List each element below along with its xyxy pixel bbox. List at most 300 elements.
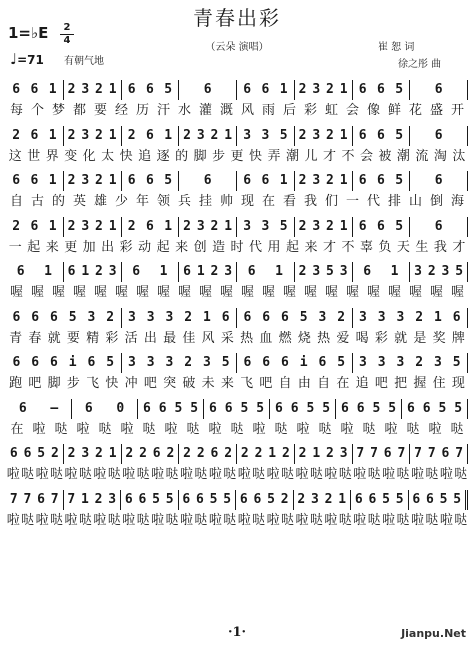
lyric-char: 自 — [278, 376, 292, 391]
lyric-char: 彩 — [119, 239, 133, 255]
measure — [6, 308, 122, 328]
note: 2 — [166, 446, 175, 461]
lyric-char: 喔 — [219, 285, 233, 300]
measure — [6, 126, 64, 146]
note: 7 — [356, 446, 365, 461]
note: 1 — [48, 173, 57, 188]
lyric-char: 哒 — [338, 512, 352, 528]
notes-line — [6, 217, 468, 237]
note: 5 — [395, 218, 404, 234]
lyric-char: 汗 — [156, 103, 170, 118]
lyric-char: 在 — [261, 194, 275, 209]
lyrics-line — [6, 283, 468, 303]
note: 6 — [363, 264, 372, 279]
lyric-char: 起 — [27, 239, 41, 255]
measure — [122, 262, 180, 282]
lyric-char: 烧 — [297, 330, 311, 346]
lyric-char: 啦 — [208, 421, 222, 437]
note: 1 — [81, 491, 89, 507]
note: 1 — [108, 127, 117, 143]
lyric-char: 啦 — [35, 512, 49, 528]
lyric-char: 采 — [220, 330, 234, 346]
lyric-char: 更 — [64, 239, 78, 255]
note: 6 — [358, 173, 367, 188]
lyric-char: 变 — [64, 148, 78, 164]
note: 3 — [318, 309, 327, 325]
lyric-char: 喔 — [345, 285, 359, 300]
measure — [64, 171, 122, 191]
lyric-char: 代 — [366, 194, 380, 209]
lyric-char: 哒 — [396, 467, 410, 482]
lyric-char: 啦 — [382, 467, 396, 482]
lyric-char: 喔 — [9, 285, 23, 300]
note: 1 — [339, 173, 348, 188]
note: 2 — [95, 218, 103, 234]
measure — [237, 353, 353, 373]
lyric-char: 喔 — [93, 285, 107, 300]
score-system — [6, 126, 468, 172]
note: 2 — [95, 82, 103, 97]
lyric-char: 哒 — [98, 421, 112, 437]
lyric-char: 吧 — [28, 376, 42, 391]
note: 6 — [243, 82, 252, 97]
note: 6 — [30, 82, 39, 97]
note: 3 — [81, 218, 90, 234]
note: 2 — [298, 218, 307, 234]
lyric-char: 生 — [415, 239, 429, 255]
lyric-char: 佳 — [182, 330, 196, 346]
note: 2 — [298, 127, 307, 143]
note: 5 — [37, 446, 46, 461]
lyric-char: 喔 — [30, 285, 44, 300]
note: 6 — [49, 355, 58, 370]
note: 3 — [202, 355, 211, 370]
lyric-char: 喝 — [355, 330, 369, 346]
note: 5 — [279, 127, 288, 143]
lyric-char: 风 — [240, 103, 254, 118]
lyric-char: 潮 — [396, 148, 410, 164]
lyric-char: 山 — [408, 194, 422, 209]
note: 1 — [164, 218, 173, 234]
note: 6 — [280, 355, 289, 370]
note: 6 — [354, 491, 363, 507]
note: 3 — [312, 82, 321, 97]
lyric-char: 世 — [27, 148, 41, 164]
lyric-char: 燃 — [278, 330, 292, 346]
lyric-char: 自 — [317, 376, 331, 391]
lyric-char: 喔 — [387, 285, 401, 300]
score-system — [6, 171, 468, 217]
lyrics-line — [6, 420, 468, 440]
lyric-char: 啦 — [295, 467, 309, 482]
note: 1 — [433, 309, 442, 325]
lyric-char: 奖 — [432, 330, 446, 346]
note: 6 — [434, 127, 443, 143]
note: 6 — [12, 309, 21, 325]
lyric-char: 啦 — [208, 512, 222, 528]
note: 6 — [262, 309, 271, 325]
note: 6 — [132, 264, 141, 279]
lyric-char: 造 — [212, 239, 226, 255]
lyric-char: 来 — [304, 239, 318, 255]
note: 5 — [337, 355, 346, 370]
notes-line — [6, 353, 468, 373]
note: 6 — [376, 218, 385, 234]
score-system — [6, 262, 468, 308]
note: 2 — [415, 355, 424, 370]
lyric-char: 盛 — [429, 103, 443, 118]
note: 3 — [81, 82, 90, 97]
lyric-char: 冲 — [124, 376, 138, 391]
note: 6 — [182, 491, 191, 507]
note: 3 — [165, 309, 174, 325]
lyric-char: 喔 — [240, 285, 254, 300]
note: 3 — [81, 173, 90, 188]
note: 6 — [30, 218, 39, 234]
measure — [237, 80, 295, 100]
note: 2 — [125, 446, 134, 461]
lyric-char: 领 — [156, 194, 170, 209]
lyric-char: 的 — [51, 194, 65, 209]
notes-line — [6, 262, 468, 282]
lyric-char: 啦 — [266, 512, 280, 528]
lyric-char: 来 — [220, 376, 234, 391]
lyric-char: 个 — [30, 103, 44, 118]
notes-line — [6, 308, 468, 328]
lyric-char: 潮 — [286, 148, 300, 164]
note: 6 — [30, 127, 39, 143]
lyric-char: 现 — [451, 376, 465, 391]
note: 7 — [9, 491, 18, 507]
note: 3 — [441, 264, 450, 279]
note: 2 — [67, 127, 76, 143]
lyric-char: 精 — [86, 330, 100, 346]
lyric-char: 步 — [212, 148, 226, 164]
measure — [294, 490, 352, 510]
note: 3 — [433, 355, 442, 370]
note: 2 — [326, 218, 334, 234]
lyric-char: 哒 — [309, 467, 323, 482]
note: 5 — [452, 355, 461, 370]
note: 5 — [388, 400, 397, 416]
note: 6 — [87, 355, 96, 370]
lyric-char: 像 — [366, 103, 380, 118]
note: 2 — [95, 446, 103, 461]
lyric-char: 喔 — [303, 285, 317, 300]
note: 3 — [87, 309, 96, 325]
lyric-char: 哒 — [425, 467, 439, 482]
lyric-char: 创 — [193, 239, 207, 255]
lyric-char: 哒 — [78, 512, 92, 528]
lyric-char: 啦 — [32, 421, 46, 437]
measure — [6, 262, 64, 282]
lyric-char: 喔 — [282, 285, 296, 300]
note: 6 — [16, 264, 25, 279]
measure — [179, 262, 237, 282]
lyric-char: 吧 — [143, 376, 157, 391]
measure — [64, 126, 122, 146]
note: 6 — [434, 82, 443, 97]
lyric-char: 虹 — [324, 103, 338, 118]
lyric-char: 起 — [156, 239, 170, 255]
measure — [353, 262, 411, 282]
measure — [410, 80, 468, 100]
note: 2 — [326, 82, 334, 97]
measure — [122, 126, 180, 146]
note: 1 — [108, 173, 117, 188]
expression-mark: 有朝气地 — [64, 56, 104, 67]
note: 6 — [434, 173, 443, 188]
note: 5 — [106, 355, 115, 370]
lyric-char: 才 — [452, 239, 466, 255]
lyric-char: 啦 — [6, 467, 20, 482]
lyric-char: 后 — [282, 103, 296, 118]
note: 1 — [48, 218, 57, 234]
lyric-char: 啦 — [410, 512, 424, 528]
note: 6 — [426, 491, 434, 507]
lyric-char: 由 — [297, 376, 311, 391]
lyric-char: 负 — [378, 239, 392, 255]
measure — [237, 126, 295, 146]
measure — [179, 490, 237, 510]
measure — [295, 217, 353, 237]
page-number: ·1· — [227, 625, 247, 640]
note: 2 — [94, 491, 103, 507]
note: 7 — [427, 446, 436, 461]
notes-line — [6, 171, 468, 191]
lyric-char: 哒 — [230, 421, 244, 437]
lyric-char: 活 — [124, 330, 138, 346]
note: 6 — [383, 446, 392, 461]
lyric-char: 哒 — [50, 512, 64, 528]
note: 2 — [139, 446, 147, 461]
lyric-char: 追 — [355, 376, 369, 391]
notes-line — [6, 126, 468, 146]
lyric-char: 啦 — [93, 512, 107, 528]
measure — [409, 490, 469, 510]
measure — [204, 399, 270, 419]
note: i — [68, 355, 77, 370]
lyric-char: 啦 — [384, 421, 398, 437]
lyric-char: 啦 — [76, 421, 90, 437]
measure — [353, 308, 469, 328]
lyric-char: 脚 — [47, 376, 61, 391]
lyric-char: 哒 — [186, 421, 200, 437]
lyric-char: 哒 — [281, 467, 295, 482]
lyric-char: 血 — [259, 330, 273, 346]
note: 5 — [326, 264, 334, 279]
note: 2 — [224, 446, 233, 461]
note: 6 — [358, 82, 367, 97]
lyric-char: 不 — [341, 239, 355, 255]
lyric-char: 在 — [10, 421, 24, 437]
note: 1 — [224, 218, 233, 234]
lyric-char: 啦 — [6, 512, 20, 528]
lyrics-line — [6, 147, 468, 167]
note: 3 — [81, 446, 90, 461]
lyric-char: 哒 — [454, 467, 468, 482]
note: 3 — [108, 264, 117, 279]
note: 6 — [210, 446, 219, 461]
measure — [179, 217, 237, 237]
lyric-char: 鲜 — [387, 103, 401, 118]
note: 7 — [397, 446, 406, 461]
note: 5 — [372, 400, 381, 416]
note: 6 — [158, 400, 167, 416]
note: 6 — [67, 264, 76, 279]
lyric-char: 热 — [317, 330, 331, 346]
lyric-char: 啦 — [151, 467, 165, 482]
note: 6 — [183, 264, 191, 279]
note: 1 — [279, 82, 288, 97]
lyric-char: 啦 — [208, 467, 222, 482]
lyric-char: 喔 — [324, 285, 338, 300]
note: 6 — [12, 355, 21, 370]
measure — [295, 171, 353, 191]
lyric-char: 花 — [408, 103, 422, 118]
note: 2 — [326, 127, 334, 143]
note: 6 — [434, 218, 443, 234]
lyric-char: 快 — [119, 148, 133, 164]
note: 5 — [322, 400, 331, 416]
lyric-char: 经 — [114, 103, 128, 118]
lyric-char: 淘 — [433, 148, 447, 164]
note: 1 — [48, 127, 57, 143]
lyric-char: 才 — [322, 148, 336, 164]
lyric-char: 要 — [93, 103, 107, 118]
lyric-char: 被 — [378, 148, 392, 164]
lyric-char: 儿 — [304, 148, 318, 164]
note: 0 — [116, 400, 125, 416]
lyric-char: 啦 — [410, 467, 424, 482]
lyric-char: 都 — [72, 103, 86, 118]
note: 1 — [202, 309, 211, 325]
lyric-char: 追 — [138, 148, 152, 164]
lyric-char: 挂 — [198, 194, 212, 209]
lyric-char: 哒 — [281, 512, 295, 528]
note: 6 — [243, 173, 252, 188]
note: 1 — [339, 82, 348, 97]
note: 5 — [395, 173, 404, 188]
note: 5 — [165, 491, 174, 507]
score-system — [6, 217, 468, 263]
measure — [410, 217, 468, 237]
note: 3 — [108, 491, 117, 507]
lyric-char: 现 — [240, 194, 254, 209]
lyric-char: 飞 — [240, 376, 254, 391]
key-signature: 1=♭E — [8, 24, 49, 42]
tempo-value: =71 — [17, 53, 44, 67]
note: 2 — [12, 218, 21, 234]
lyric-char: 就 — [47, 330, 61, 346]
note: 1 — [275, 264, 283, 279]
measure — [179, 444, 237, 464]
note: 6 — [406, 400, 415, 416]
lyric-char: 哒 — [454, 512, 468, 528]
lyric-char: 喔 — [177, 285, 191, 300]
lyric-char: 喔 — [156, 285, 170, 300]
lyric-char: 啦 — [64, 467, 78, 482]
note: 3 — [312, 264, 321, 279]
note: 5 — [395, 127, 404, 143]
lyric-char: 握 — [413, 376, 427, 391]
score-system — [6, 308, 468, 354]
note: 6 — [221, 309, 230, 325]
lyric-char: 哒 — [194, 512, 208, 528]
note: 2 — [183, 218, 191, 234]
note: 6 — [239, 491, 248, 507]
note: 1 — [339, 127, 348, 143]
note: 6 — [31, 309, 40, 325]
lyric-char: 啦 — [237, 512, 251, 528]
lyric-char: 啦 — [266, 467, 280, 482]
site-watermark: Jianpu.Net — [401, 627, 466, 640]
score-system — [6, 399, 468, 445]
note: 6 — [203, 173, 212, 188]
note: 3 — [196, 127, 205, 143]
note: 3 — [261, 127, 270, 143]
lyric-char: 啦 — [324, 512, 338, 528]
note: 6 — [274, 400, 283, 416]
note: 6 — [243, 355, 252, 370]
note: 3 — [396, 309, 405, 325]
lyric-char: 出 — [101, 239, 115, 255]
measure — [122, 171, 180, 191]
lyric-char: 啦 — [64, 512, 78, 528]
lyric-char: 彩 — [105, 330, 119, 346]
lyric-char: 哒 — [21, 467, 35, 482]
note: 2 — [337, 309, 346, 325]
lyric-char: 更 — [230, 148, 244, 164]
quarter-note-icon: ♩ — [10, 50, 18, 68]
lyric-char: 喔 — [429, 285, 443, 300]
lyric-char: 啦 — [353, 512, 367, 528]
lyric-char: 少 — [114, 194, 128, 209]
note: 3 — [243, 127, 252, 143]
note: 2 — [324, 491, 333, 507]
measure — [353, 80, 411, 100]
measure — [402, 399, 468, 419]
note: 2 — [127, 127, 136, 143]
note: 5 — [152, 491, 160, 507]
lyric-char: 会 — [345, 103, 359, 118]
lyric-char: 哒 — [136, 467, 150, 482]
lyric-char: 太 — [101, 148, 115, 164]
note: 5 — [68, 309, 77, 325]
lyric-char: 哒 — [252, 467, 266, 482]
note: 6 — [30, 173, 39, 188]
note: 6 — [145, 82, 154, 97]
measure — [295, 262, 353, 282]
lyric-char: 未 — [201, 376, 215, 391]
lyric-char: 雄 — [93, 194, 107, 209]
measure — [72, 399, 138, 419]
note: 3 — [312, 173, 321, 188]
lyric-char: 哒 — [450, 421, 464, 437]
lyric-char: 起 — [286, 239, 300, 255]
note: 6 — [208, 400, 217, 416]
note: 2 — [298, 446, 307, 461]
measure — [353, 353, 469, 373]
lyric-char: 时 — [230, 239, 244, 255]
note: 3 — [377, 309, 386, 325]
lyric-char: 们 — [324, 194, 338, 209]
note: 2 — [254, 446, 263, 461]
lyric-char: 历 — [135, 103, 149, 118]
lyric-char: 流 — [415, 148, 429, 164]
lyric-char: 喔 — [366, 285, 380, 300]
lyric-char: 啦 — [439, 467, 453, 482]
